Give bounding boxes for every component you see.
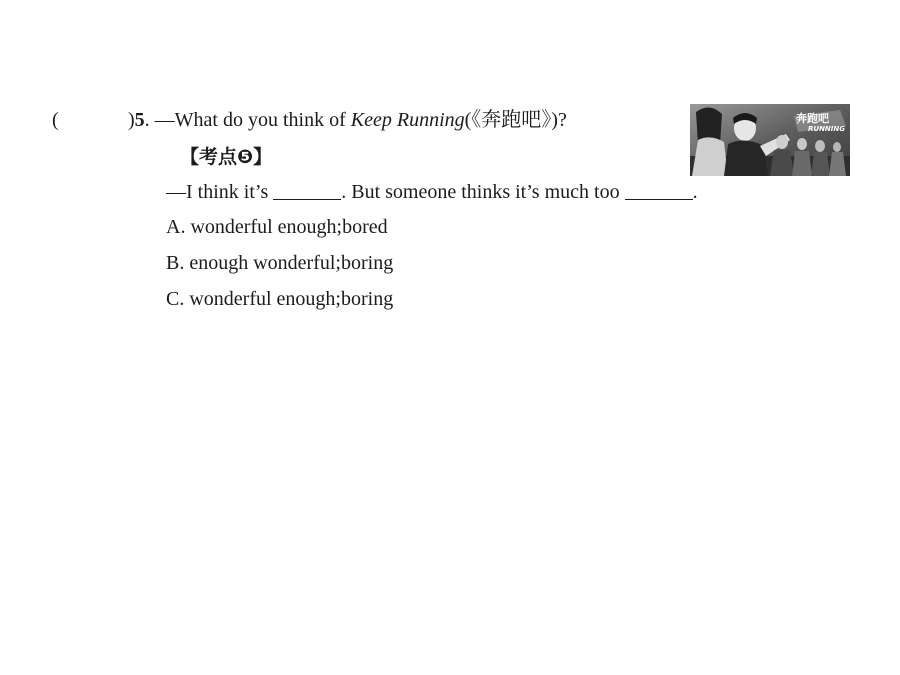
person-figure (833, 142, 841, 152)
option-letter: A. (166, 216, 186, 238)
answer-sentence (166, 180, 698, 204)
question-prompt-after: (《奔跑吧》)? (464, 109, 567, 131)
keep-running-photo (690, 104, 850, 176)
show-logo (794, 110, 846, 133)
option-c[interactable] (166, 287, 393, 311)
option-letter: C. (166, 288, 185, 310)
question-stem (52, 108, 567, 132)
svg-text:RUNNING: RUNNING (808, 125, 845, 133)
exam-point-tag: 【考点❺】 (180, 146, 273, 168)
show-title: Keep Running (350, 109, 465, 131)
blank-2[interactable] (625, 181, 693, 200)
option-b[interactable] (166, 251, 393, 275)
question-number-dot: . (144, 109, 150, 131)
answer-paren-close: ) (128, 109, 135, 131)
option-text: wonderful enough;boring (189, 288, 394, 310)
option-letter: B. (166, 252, 185, 274)
answer-part-2: . But someone thinks it’s much too (341, 181, 625, 203)
answer-part-1: —I think it’s (166, 181, 274, 203)
photo-illustration (690, 104, 850, 176)
svg-text:奔跑吧: 奔跑吧 (796, 112, 829, 125)
question-prompt-before: —What do you think of (154, 109, 351, 131)
answer-paren-open: ( (52, 109, 59, 131)
option-text: wonderful enough;bored (190, 216, 388, 238)
blank-1[interactable] (273, 181, 341, 200)
option-a[interactable] (166, 215, 388, 239)
person-figure (797, 138, 807, 150)
option-text: enough wonderful;boring (189, 252, 394, 274)
question-number: 5 (134, 109, 145, 131)
person-figure (815, 140, 825, 152)
answer-part-3: . (692, 181, 698, 203)
person-figure (776, 135, 788, 149)
